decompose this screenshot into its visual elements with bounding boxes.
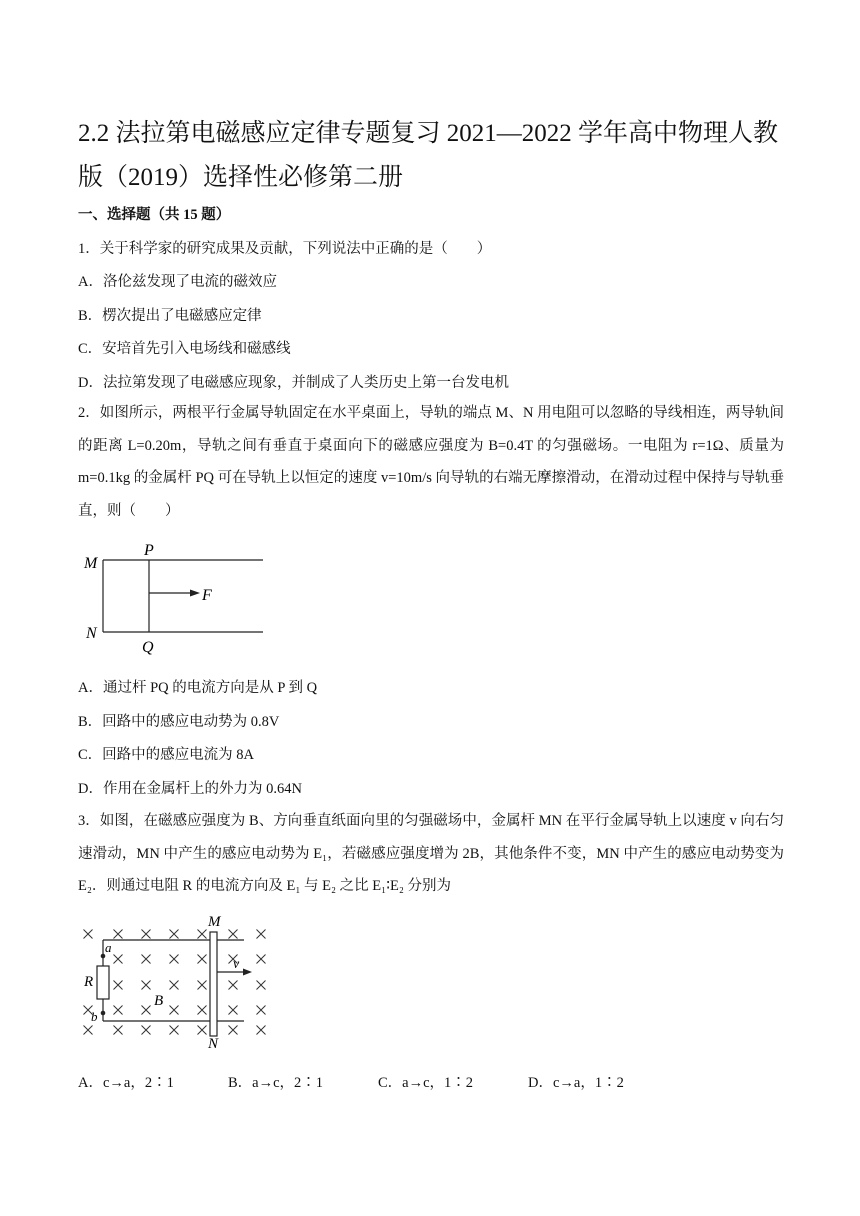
field-cross-icon: [198, 1006, 207, 1015]
label-q: Q: [142, 639, 154, 656]
q3-option-b: B．a→c，2∶1: [228, 1075, 324, 1091]
field-cross-icon: [229, 1006, 238, 1015]
field-cross-icon: [114, 955, 123, 964]
label-p: P: [144, 542, 154, 559]
q3-stem: 3．如图，在磁感应强度为 B、方向垂直纸面向里的匀强磁场中，金属杆 MN 在平行金属导轨上以速度 v 向右匀速滑动，MN 中产生的感应电动势为 E₁，若磁感应强度增为 2B，其他条件不变，MN 中产生的感应电动势变为 E₂．则通过电阻 R 的电流方向及 E₁ 与 E₂ 之比 E₁∶E₂ 分别为: [78, 813, 784, 894]
q2-option-a: A．通过杆 PQ 的电流方向是从 P 到 Q: [78, 680, 318, 696]
field-cross-icon: [229, 930, 238, 939]
q2-rail-figure: [78, 540, 278, 658]
field-cross-icon: [114, 981, 123, 990]
label-n: N: [86, 625, 97, 642]
field-cross-icon: [142, 1026, 151, 1035]
field-cross-icon: [142, 981, 151, 990]
field-cross-icon: [142, 930, 151, 939]
q1-stem: 1．关于科学家的研究成果及贡献，下列说法中正确的是（ ）: [78, 241, 492, 257]
field-cross-icon: [257, 981, 266, 990]
field-cross-icon: [84, 1026, 93, 1035]
label-b-node: b: [91, 1009, 98, 1024]
q2-option-b: B．回路中的感应电动势为 0.8V: [78, 714, 280, 730]
field-cross-icon: [142, 1006, 151, 1015]
label-v: v: [233, 957, 240, 972]
field-cross-icon: [257, 930, 266, 939]
field-cross-icon: [198, 981, 207, 990]
q1-option-c: C．安培首先引入电场线和磁感线: [78, 341, 291, 357]
field-cross-icon: [198, 1026, 207, 1035]
field-cross-icon: [257, 1026, 266, 1035]
q1-option-b: B．楞次提出了电磁感应定律: [78, 308, 262, 324]
field-cross-icon: [229, 1026, 238, 1035]
field-cross-icon: [170, 981, 179, 990]
q2-stem: 2．如图所示，两根平行金属导轨固定在水平桌面上，导轨的端点 M、N 用电阻可以忽略的导线相连，两导轨间的距离 L=0.20m，导轨之间有垂直于桌面向下的磁感应强度为 B=0.4T 的匀强磁场。一电阻为 r=1Ω、质量为 m=0.1kg 的金属杆 PQ 可在导轨上以恒定的速度 v=10m/s 向导轨的右端无摩擦滑动，在滑动过程中保持与导轨垂直，则（ ）: [78, 405, 784, 519]
label-f: F: [202, 587, 212, 604]
q1-option-d: D．法拉第发现了电磁感应现象，并制成了人类历史上第一台发电机: [78, 375, 509, 391]
label-m: M: [208, 914, 221, 930]
field-cross-icon: [114, 1006, 123, 1015]
label-a: a: [105, 940, 112, 955]
q3-option-a: A．c→a，2∶1: [78, 1075, 174, 1091]
q3-option-c: C．a→c，1∶2: [378, 1075, 474, 1091]
label-b: B: [154, 993, 164, 1009]
label-r: R: [84, 974, 94, 990]
label-m: M: [84, 555, 98, 572]
field-cross-icon: [170, 1006, 179, 1015]
field-cross-icon: [257, 955, 266, 964]
field-cross-icon: [198, 930, 207, 939]
field-cross-icon: [170, 1026, 179, 1035]
q1-option-a: A．洛伦兹发现了电流的磁效应: [78, 274, 277, 290]
q3-options: [78, 1071, 678, 1092]
section-heading: 一、选择题（共 15 题）: [78, 207, 231, 223]
q2-option-d: D．作用在金属杆上的外力为 0.64N: [78, 781, 302, 797]
field-cross-icon: [142, 955, 151, 964]
field-cross-icon: [114, 1026, 123, 1035]
label-n: N: [208, 1036, 219, 1048]
field-cross-icon: [229, 981, 238, 990]
field-cross-icon: [114, 930, 123, 939]
field-cross-icon: [170, 955, 179, 964]
field-cross-icon: [198, 955, 207, 964]
field-cross-icon: [170, 930, 179, 939]
field-cross-icon: [84, 930, 93, 939]
page-title: 2.2 法拉第电磁感应定律专题复习 2021—2022 学年高中物理人教版（2019）选择性必修第二册: [78, 120, 779, 191]
field-cross-icon: [257, 1006, 266, 1015]
q3-magnetic-field-figure: [78, 908, 278, 1048]
q3-option-d: D．c→a，1∶2: [528, 1075, 624, 1091]
q2-option-c: C．回路中的感应电流为 8A: [78, 747, 255, 763]
